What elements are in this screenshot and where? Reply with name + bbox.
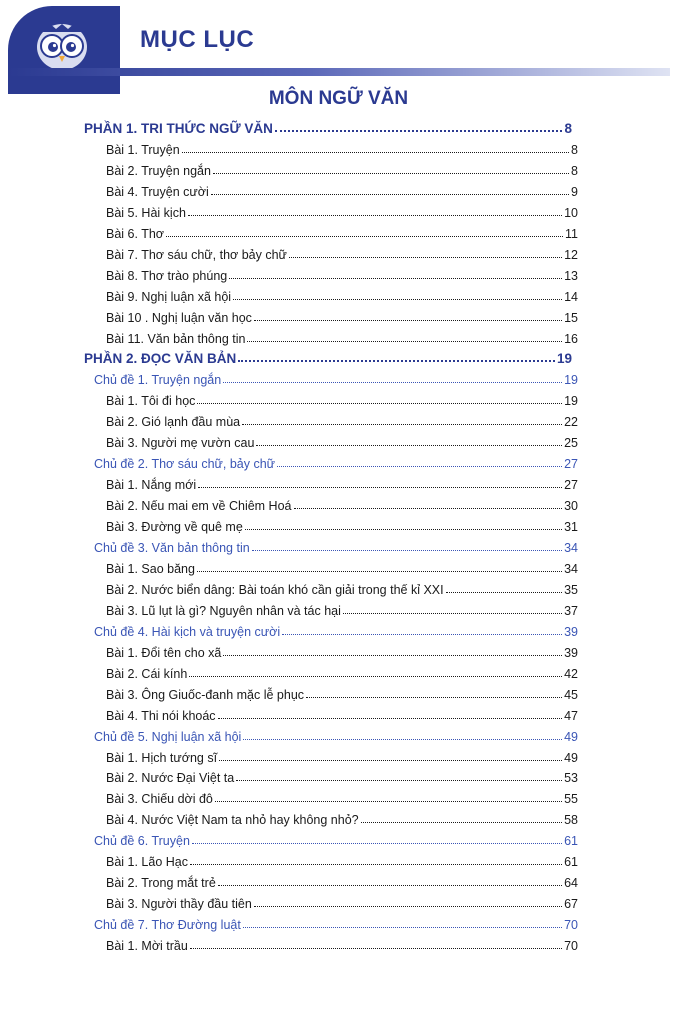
- toc-page-number: 42: [564, 666, 578, 681]
- toc-lesson[interactable]: [106, 786, 578, 806]
- toc-part[interactable]: [84, 116, 572, 136]
- toc-page-number: 30: [564, 499, 578, 514]
- toc-entry-title: Bài 2. Nước biển dâng: Bài toán khó cần giải trong thế kỉ XXI: [106, 582, 444, 597]
- dot-leader: [190, 864, 562, 865]
- dot-leader: [289, 257, 562, 258]
- toc-page-number: 47: [564, 708, 578, 723]
- toc-entry-title: Bài 3. Người thầy đầu tiên: [106, 897, 252, 912]
- toc-entry-title: Bài 1. Lão Hạc: [106, 855, 188, 870]
- toc-page-number: 8: [571, 142, 578, 157]
- toc-lesson[interactable]: [106, 703, 578, 723]
- toc-entry-title: Bài 8. Thơ trào phúng: [106, 268, 228, 283]
- dot-leader: [238, 360, 555, 362]
- dot-leader: [306, 697, 562, 698]
- toc-page-number: 12: [564, 247, 578, 262]
- toc-entry-title: Chủ đề 2. Thơ sáu chữ, bảy chữ: [94, 457, 276, 472]
- toc-page-number: 27: [564, 457, 578, 472]
- toc-entry-title: Chủ đề 1. Truyện ngắn: [94, 373, 222, 388]
- toc-lesson[interactable]: [106, 179, 578, 199]
- toc-entry-title: Bài 9. Nghị luận xã hội: [106, 289, 232, 304]
- toc-page-number: 34: [564, 561, 578, 576]
- toc-entry-title: Bài 1. Hịch tướng sĩ: [106, 750, 218, 765]
- toc-page-number: 70: [564, 939, 578, 954]
- toc-entry-title: Chủ đề 3. Văn bản thông tin: [94, 541, 250, 555]
- toc-entry-title: Bài 2. Cái kính: [106, 666, 188, 681]
- toc-page-number: 31: [564, 520, 578, 535]
- toc-entry-title: Bài 4. Nước Việt Nam ta nhỏ hay không nhỏ?: [106, 813, 359, 828]
- dot-leader: [294, 508, 563, 509]
- toc-page-number: 70: [564, 918, 578, 933]
- toc-page-number: 27: [564, 478, 578, 493]
- toc-topic[interactable]: [94, 367, 578, 387]
- toc-entry-title: Bài 4. Truyện cười: [106, 184, 209, 199]
- toc-page-number: 49: [564, 750, 578, 765]
- dot-leader: [218, 718, 563, 719]
- toc-lesson[interactable]: [106, 556, 578, 576]
- toc-lesson[interactable]: [106, 765, 578, 785]
- toc-lesson[interactable]: [106, 891, 578, 911]
- toc-lesson[interactable]: [106, 305, 578, 325]
- toc-page-number: 22: [564, 415, 578, 430]
- dot-leader: [188, 215, 562, 216]
- toc-lesson[interactable]: [106, 682, 578, 702]
- toc-page-number: 34: [564, 541, 578, 555]
- toc-entry-title: PHẦN 2. ĐỌC VĂN BẢN: [84, 351, 237, 367]
- dot-leader: [219, 760, 562, 761]
- subject-title: MÔN NGỮ VĂN: [268, 88, 409, 109]
- toc-entry-title: Bài 2. Truyện ngắn: [106, 163, 211, 178]
- dot-leader: [223, 655, 562, 656]
- dot-leader: [245, 529, 562, 530]
- owl-icon: [34, 16, 90, 72]
- toc-page-number: 15: [564, 310, 578, 325]
- dot-leader: [243, 739, 562, 740]
- toc-entry-title: Bài 3. Ông Giuốc-đanh mặc lễ phục: [106, 687, 305, 702]
- toc-lesson[interactable]: [106, 221, 578, 241]
- toc-page-number: 19: [564, 394, 578, 409]
- dot-leader: [198, 487, 562, 488]
- toc-entry-title: Bài 7. Thơ sáu chữ, thơ bảy chữ: [106, 247, 287, 262]
- toc-page-number: 19: [556, 351, 572, 367]
- dot-leader: [277, 466, 562, 467]
- dot-leader: [256, 445, 562, 446]
- toc-topic[interactable]: [94, 451, 578, 471]
- toc-topic[interactable]: [94, 724, 578, 744]
- toc-page-number: 64: [564, 876, 578, 891]
- dot-leader: [223, 382, 562, 383]
- toc-page-number: 19: [564, 373, 578, 388]
- dot-leader: [282, 634, 562, 635]
- toc-page-number: 8: [564, 121, 572, 136]
- dot-leader: [254, 320, 562, 321]
- toc-lesson[interactable]: [106, 409, 578, 429]
- toc-page-number: 35: [564, 582, 578, 597]
- toc-entry-title: Chủ đề 4. Hài kịch và truyện cười: [94, 624, 281, 639]
- toc-lesson[interactable]: [106, 200, 578, 220]
- toc-page-number: 39: [564, 624, 578, 639]
- toc-lesson[interactable]: [106, 745, 578, 765]
- toc-lesson[interactable]: [106, 326, 578, 346]
- toc-topic[interactable]: [94, 828, 578, 848]
- toc-entry-title: Bài 6. Thơ: [106, 226, 164, 241]
- toc-entry-title: Bài 1. Đổi tên cho xã: [106, 645, 222, 660]
- toc-lesson[interactable]: [106, 661, 578, 681]
- dot-leader: [182, 152, 569, 153]
- toc-entry-title: Bài 3. Lũ lụt là gì? Nguyên nhân và tác hại: [106, 603, 341, 618]
- dot-leader: [213, 173, 569, 174]
- toc-page-number: 11: [565, 226, 578, 241]
- dot-leader: [247, 341, 562, 342]
- toc-lesson[interactable]: [106, 514, 578, 534]
- dot-leader: [343, 613, 562, 614]
- dot-leader: [252, 550, 562, 551]
- dot-leader: [446, 592, 562, 593]
- dot-leader: [275, 130, 563, 132]
- toc-entry-title: Bài 3. Người mẹ vườn cau: [106, 436, 255, 451]
- toc-entry-title: Chủ đề 7. Thơ Đường luật: [94, 918, 241, 933]
- dot-leader: [254, 906, 562, 907]
- toc-entry-title: Bài 11. Văn bản thông tin: [106, 331, 246, 346]
- header-band: [8, 68, 670, 76]
- page-title: MỤC LỤC: [140, 26, 255, 53]
- toc-lesson[interactable]: [106, 598, 578, 618]
- toc-lesson[interactable]: [106, 242, 578, 262]
- toc-page-number: 10: [564, 205, 578, 220]
- toc-page-number: 16: [564, 331, 578, 346]
- toc-entry-title: Bài 1. Nắng mới: [106, 478, 197, 493]
- toc-lesson[interactable]: [106, 472, 578, 492]
- dot-leader: [211, 194, 569, 195]
- toc-entry-title: Bài 3. Đường về quê mẹ: [106, 520, 243, 535]
- dot-leader: [166, 236, 563, 237]
- dot-leader: [243, 927, 562, 928]
- toc-page-number: 67: [564, 897, 578, 912]
- dot-leader: [361, 822, 562, 823]
- toc-entry-title: Bài 4. Thi nói khoác: [106, 708, 216, 723]
- toc-lesson[interactable]: [106, 807, 578, 827]
- toc-page-number: 8: [571, 163, 578, 178]
- toc-page-number: 25: [564, 436, 578, 451]
- toc-entry-title: Bài 5. Hài kịch: [106, 205, 186, 220]
- toc-entry-title: Bài 2. Gió lạnh đầu mùa: [106, 415, 241, 430]
- toc-entry-title: Bài 1. Tôi đi học: [106, 394, 196, 409]
- dot-leader: [236, 780, 562, 781]
- toc-lesson[interactable]: [106, 430, 578, 450]
- toc-page-number: 37: [564, 603, 578, 618]
- dot-leader: [197, 571, 562, 572]
- toc-page-number: 14: [564, 289, 578, 304]
- dot-leader: [215, 801, 562, 802]
- dot-leader: [233, 299, 562, 300]
- toc-lesson[interactable]: [106, 933, 578, 953]
- toc-page-number: 61: [564, 834, 578, 849]
- dot-leader: [197, 403, 562, 404]
- toc-lesson[interactable]: [106, 263, 578, 283]
- toc-page-number: 13: [564, 268, 578, 283]
- dot-leader: [189, 676, 562, 677]
- toc-entry-title: Bài 2. Trong mắt trẻ: [106, 876, 216, 891]
- toc-entry-title: Bài 10 . Nghị luận văn học: [106, 310, 252, 325]
- dot-leader: [190, 948, 562, 949]
- toc-page-number: 55: [564, 792, 578, 807]
- toc-part[interactable]: [84, 346, 572, 366]
- toc-entry-title: Bài 1. Mời trầu: [106, 939, 188, 954]
- toc-page-number: 61: [564, 855, 578, 870]
- toc-lesson[interactable]: [106, 870, 578, 890]
- toc-topic[interactable]: [94, 535, 578, 555]
- toc-entry-title: Bài 2. Nước Đại Việt ta: [106, 771, 235, 786]
- toc-page-number: 49: [564, 729, 578, 744]
- toc-entry-title: Bài 3. Chiếu dời đô: [106, 792, 213, 807]
- toc-page-number: 58: [564, 813, 578, 828]
- toc-lesson[interactable]: [106, 577, 578, 597]
- dot-leader: [218, 885, 562, 886]
- toc-entry-title: Bài 1. Sao băng: [106, 561, 195, 576]
- toc-page-number: 39: [564, 645, 578, 660]
- toc-lesson[interactable]: [106, 284, 578, 304]
- toc-lesson[interactable]: [106, 493, 578, 513]
- toc-entry-title: Bài 1. Truyện: [106, 142, 180, 157]
- page-header: [0, 0, 677, 100]
- toc-entry-title: Bài 2. Nếu mai em về Chiêm Hoá: [106, 499, 292, 514]
- toc-lesson[interactable]: [106, 137, 578, 157]
- toc-lesson[interactable]: [106, 849, 578, 869]
- toc-page-number: 45: [564, 687, 578, 702]
- toc-page-number: 53: [564, 771, 578, 786]
- dot-leader: [192, 843, 562, 844]
- toc-topic[interactable]: [94, 912, 578, 932]
- toc-lesson[interactable]: [106, 640, 578, 660]
- dot-leader: [229, 278, 562, 279]
- toc-page-number: 9: [571, 184, 578, 199]
- toc-entry-title: Chủ đề 6. Truyện: [94, 834, 190, 849]
- toc-lesson[interactable]: [106, 158, 578, 178]
- toc-lesson[interactable]: [106, 388, 578, 408]
- toc-entry-title: Chủ đề 5. Nghị luận xã hội: [94, 729, 242, 744]
- toc-topic[interactable]: [94, 619, 578, 639]
- toc-entry-title: PHẦN 1. TRI THỨC NGỮ VĂN: [84, 121, 273, 136]
- dot-leader: [242, 424, 562, 425]
